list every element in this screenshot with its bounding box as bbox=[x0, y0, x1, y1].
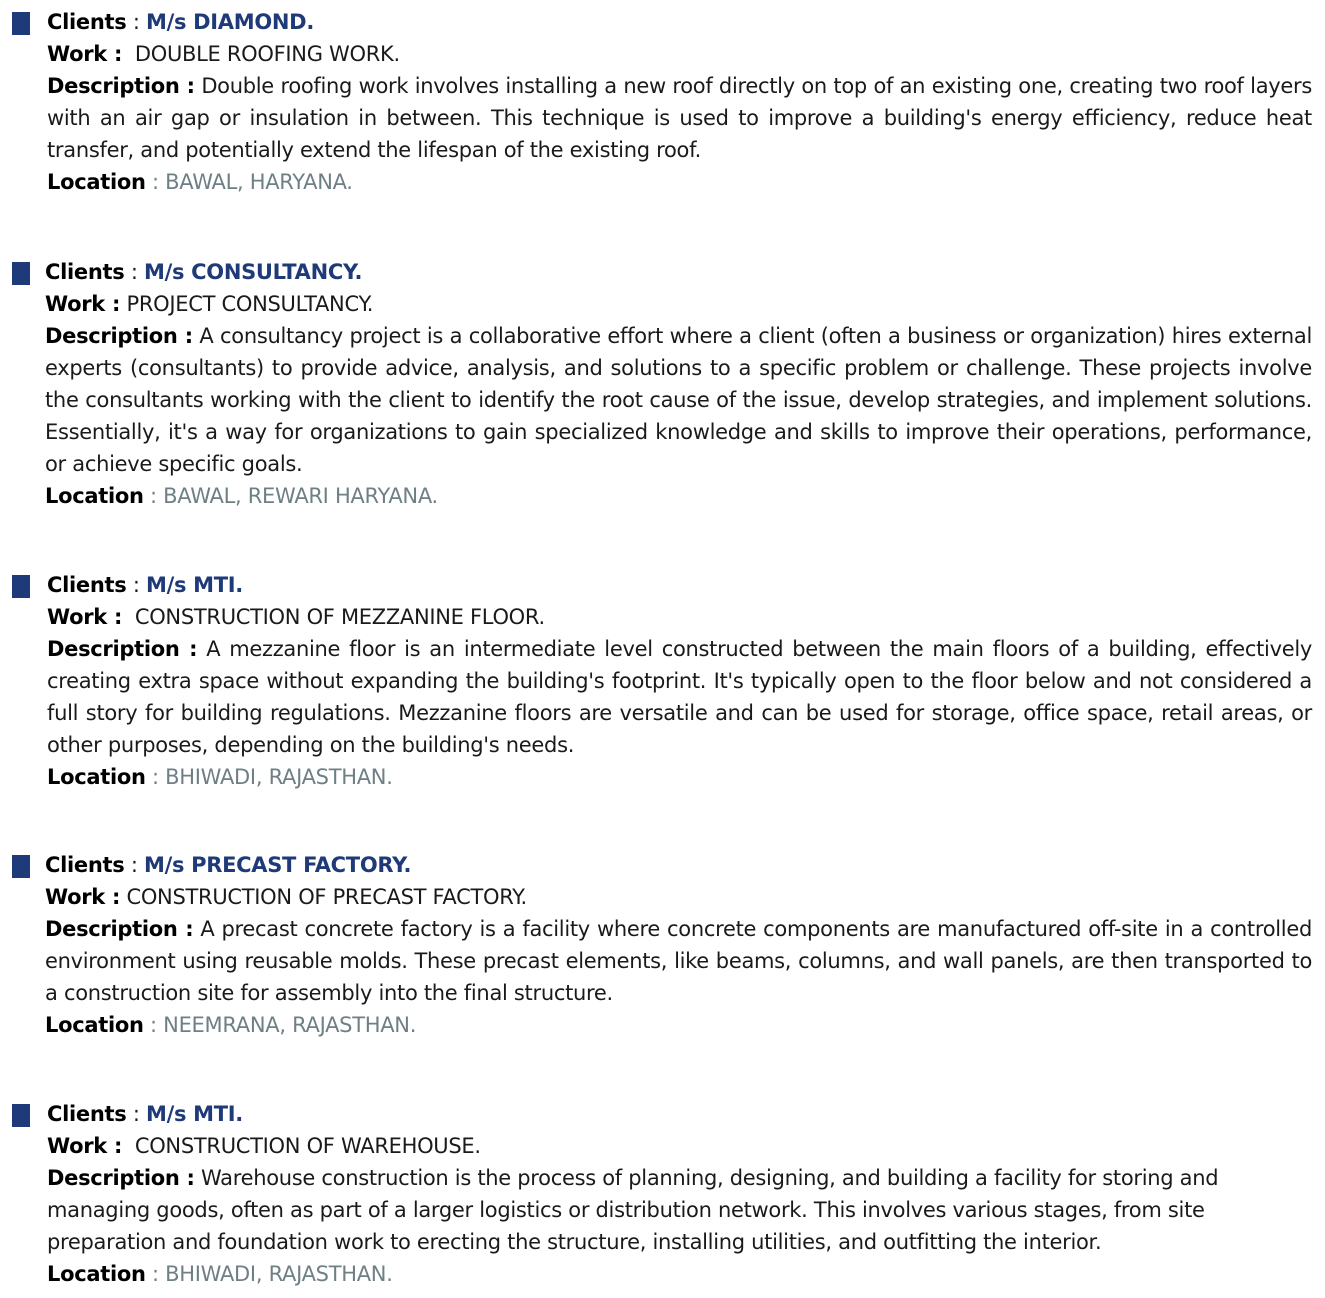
work-value: CONSTRUCTION OF PRECAST FACTORY. bbox=[126, 885, 527, 909]
location-value: : BHIWADI, RAJASTHAN. bbox=[145, 765, 393, 789]
work-line bbox=[47, 38, 1312, 70]
client-name: M/s DIAMOND. bbox=[145, 10, 314, 34]
clients-separator: : bbox=[126, 1102, 146, 1126]
clients-line bbox=[47, 1098, 1305, 1130]
description-label: Description : bbox=[47, 1166, 195, 1190]
clients-line bbox=[47, 569, 1312, 601]
work-label: Work : bbox=[47, 1134, 123, 1158]
description-paragraph bbox=[45, 913, 1312, 1009]
square-bullet-icon bbox=[12, 575, 30, 598]
clients-label: Clients bbox=[47, 10, 127, 34]
location-line bbox=[47, 761, 1312, 793]
clients-separator: : bbox=[124, 853, 144, 877]
description-paragraph bbox=[47, 70, 1312, 166]
location-line bbox=[45, 1009, 1312, 1041]
description-text: A consultancy project is a collaborative effort where a client (often a business or organization) hires external experts (consultants) to provide advice, analysis, and solutions to a specific problem or challenge. These projects involve the consultants working with the client to identify the root cause of the issue, develop strategies, and implement solutions. Essentially, it's a way for organizations to gain specialized knowledge and skills to improve their operations, performance, or achieve specific goals. bbox=[45, 324, 1312, 476]
square-bullet-icon bbox=[12, 12, 30, 35]
clients-label: Clients bbox=[45, 260, 125, 284]
work-value: CONSTRUCTION OF WAREHOUSE. bbox=[134, 1134, 481, 1158]
location-line bbox=[47, 1258, 1305, 1290]
clients-label: Clients bbox=[47, 1102, 127, 1126]
description-paragraph bbox=[45, 320, 1312, 480]
description-label: Description : bbox=[45, 324, 193, 348]
location-label: Location bbox=[45, 1013, 144, 1037]
clients-line bbox=[47, 6, 1312, 38]
description-label: Description : bbox=[47, 74, 195, 98]
description-paragraph bbox=[47, 1162, 1305, 1258]
description-text: A precast concrete factory is a facility where concrete components are manufactured off-site in a controlled environment using reusable molds. These precast elements, like beams, columns, and wall panels, are then transported to a construction site for assembly into the final structure. bbox=[45, 917, 1312, 1005]
work-label: Work : bbox=[47, 42, 123, 66]
work-value: CONSTRUCTION OF MEZZANINE FLOOR. bbox=[134, 605, 545, 629]
location-label: Location bbox=[47, 170, 146, 194]
description-text: Warehouse construction is the process of planning, designing, and building a facility for storing and managing goods, often as part of a larger logistics or distribution network. This involves various stages, from site preparation and foundation work to erecting the structure, installing utilities, and outfitting the interior. bbox=[47, 1166, 1219, 1254]
location-label: Location bbox=[47, 1262, 146, 1286]
clients-line bbox=[45, 849, 1312, 881]
work-line bbox=[45, 288, 1312, 320]
location-label: Location bbox=[45, 484, 144, 508]
location-line bbox=[47, 166, 1312, 198]
clients-line bbox=[45, 256, 1312, 288]
clients-label: Clients bbox=[45, 853, 125, 877]
work-label: Work : bbox=[45, 292, 121, 316]
description-text: A mezzanine floor is an intermediate level constructed between the main floors of a building, effectively creating extra space without expanding the building's footprint. It's typically open to the floor below and not considered a full story for building regulations. Mezzanine floors are versatile and can be used for storage, office space, retail areas, or other purposes, depending on the building's needs. bbox=[47, 637, 1312, 757]
location-value: : BHIWADI, RAJASTHAN. bbox=[145, 1262, 393, 1286]
clients-label: Clients bbox=[47, 573, 127, 597]
square-bullet-icon bbox=[12, 855, 30, 878]
work-line bbox=[47, 601, 1312, 633]
square-bullet-icon bbox=[12, 1104, 30, 1127]
description-label: Description : bbox=[45, 917, 194, 941]
client-name: M/s PRECAST FACTORY. bbox=[143, 853, 412, 877]
work-value: PROJECT CONSULTANCY. bbox=[126, 292, 374, 316]
work-line bbox=[45, 881, 1312, 913]
description-label: Description : bbox=[47, 637, 198, 661]
description-paragraph bbox=[47, 633, 1312, 761]
location-value: : BAWAL, HARYANA. bbox=[145, 170, 353, 194]
clients-separator: : bbox=[126, 10, 146, 34]
clients-separator: : bbox=[124, 260, 144, 284]
client-name: M/s CONSULTANCY. bbox=[143, 260, 363, 284]
location-line bbox=[45, 480, 1312, 512]
location-value: : BAWAL, REWARI HARYANA. bbox=[143, 484, 438, 508]
description-text: Double roofing work involves installing a new roof directly on top of an existing one, creating two roof layers with an air gap or insulation in between. This technique is used to improve a building's energy efficiency, reduce heat transfer, and potentially extend the lifespan of the existing roof. bbox=[47, 74, 1312, 162]
work-line bbox=[47, 1130, 1305, 1162]
client-name: M/s MTI. bbox=[145, 1102, 243, 1126]
work-value: DOUBLE ROOFING WORK. bbox=[134, 42, 400, 66]
square-bullet-icon bbox=[12, 262, 30, 285]
work-label: Work : bbox=[45, 885, 121, 909]
location-value: : NEEMRANA, RAJASTHAN. bbox=[143, 1013, 417, 1037]
client-name: M/s MTI. bbox=[145, 573, 243, 597]
work-label: Work : bbox=[47, 605, 123, 629]
clients-separator: : bbox=[126, 573, 146, 597]
location-label: Location bbox=[47, 765, 146, 789]
